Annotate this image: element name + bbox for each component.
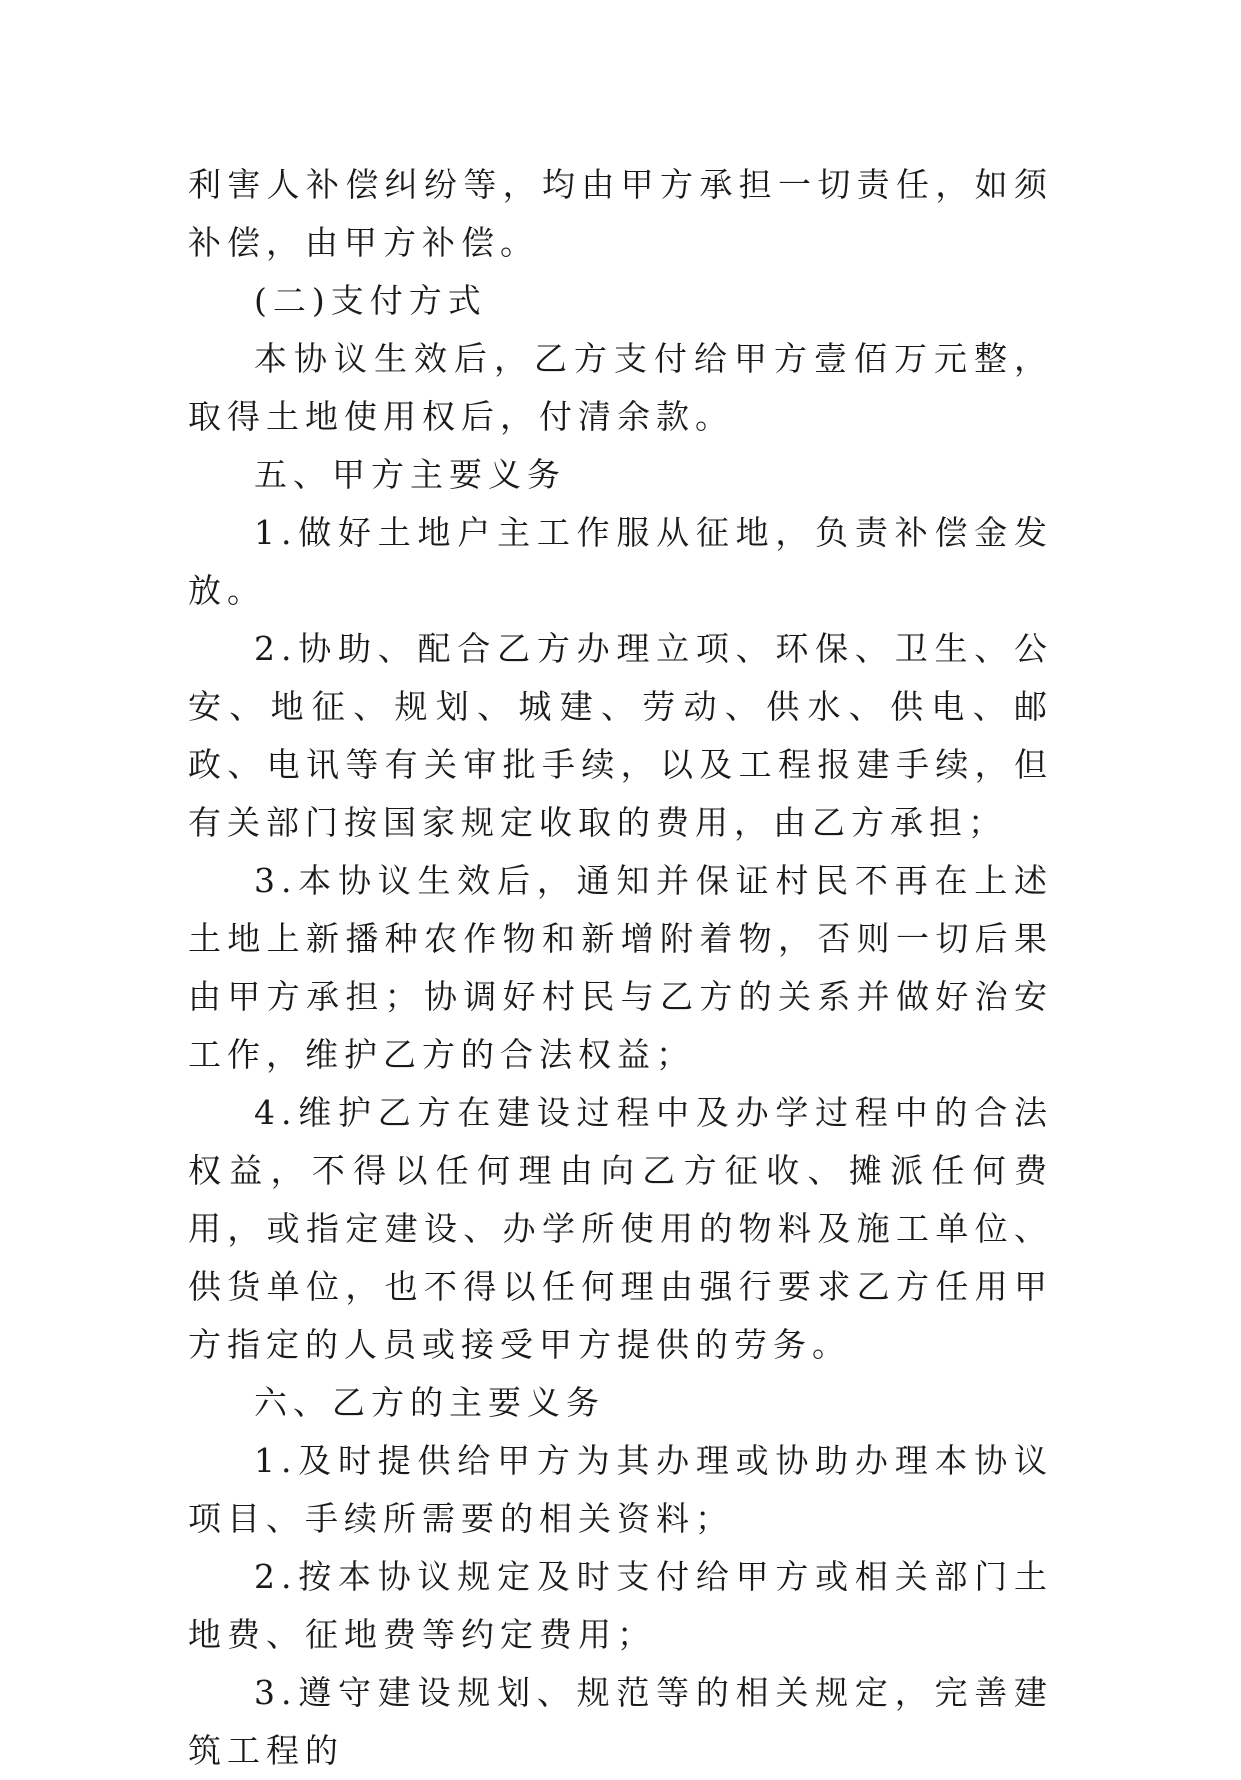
list-item-b-3: 3.遵守建设规划、规范等的相关规定，完善建筑工程的 bbox=[188, 1673, 1053, 1770]
subheading-payment-method: (二)支付方式 bbox=[254, 281, 487, 320]
list-item-b-1: 1.及时提供给甲方为其办理或协助办理本协议项目、手续所需要的相关资料； bbox=[188, 1441, 1053, 1538]
heading-party-a-obligations: 五、甲方主要义务 bbox=[254, 455, 566, 494]
list-item-a-1: 1.做好土地户主工作服从征地，负责补偿金发放。 bbox=[188, 513, 1053, 610]
list-item-a-2: 2.协助、配合乙方办理立项、环保、卫生、公安、地征、规划、城建、劳动、供水、供电、邮政、电讯等有关审批手续，以及工程报建手续，但有关部门按国家规定收取的费用，由乙方承担； bbox=[188, 629, 1053, 842]
list-item-b-2: 2.按本协议规定及时支付给甲方或相关部门土地费、征地费等约定费用； bbox=[188, 1557, 1053, 1654]
paragraph-payment: 本协议生效后，乙方支付给甲方壹佰万元整，取得土地使用权后，付清余款。 bbox=[188, 339, 1053, 436]
heading-party-b-obligations: 六、乙方的主要义务 bbox=[254, 1383, 605, 1422]
list-item-a-4: 4.维护乙方在建设过程中及办学过程中的合法权益，不得以任何理由向乙方征收、摊派任何费用，或指定建设、办学所使用的物料及施工单位、供货单位，也不得以任何理由强行要求乙方任用甲方指定的人员或接受甲方提供的劳务。 bbox=[188, 1093, 1053, 1364]
list-item-a-3: 3.本协议生效后，通知并保证村民不再在上述土地上新播种农作物和新增附着物，否则一切后果由甲方承担；协调好村民与乙方的关系并做好治安工作，维护乙方的合法权益； bbox=[188, 861, 1053, 1074]
document-body bbox=[188, 156, 1053, 1780]
paragraph-continuation: 利害人补偿纠纷等，均由甲方承担一切责任，如须补偿，由甲方补偿。 bbox=[188, 165, 1053, 262]
